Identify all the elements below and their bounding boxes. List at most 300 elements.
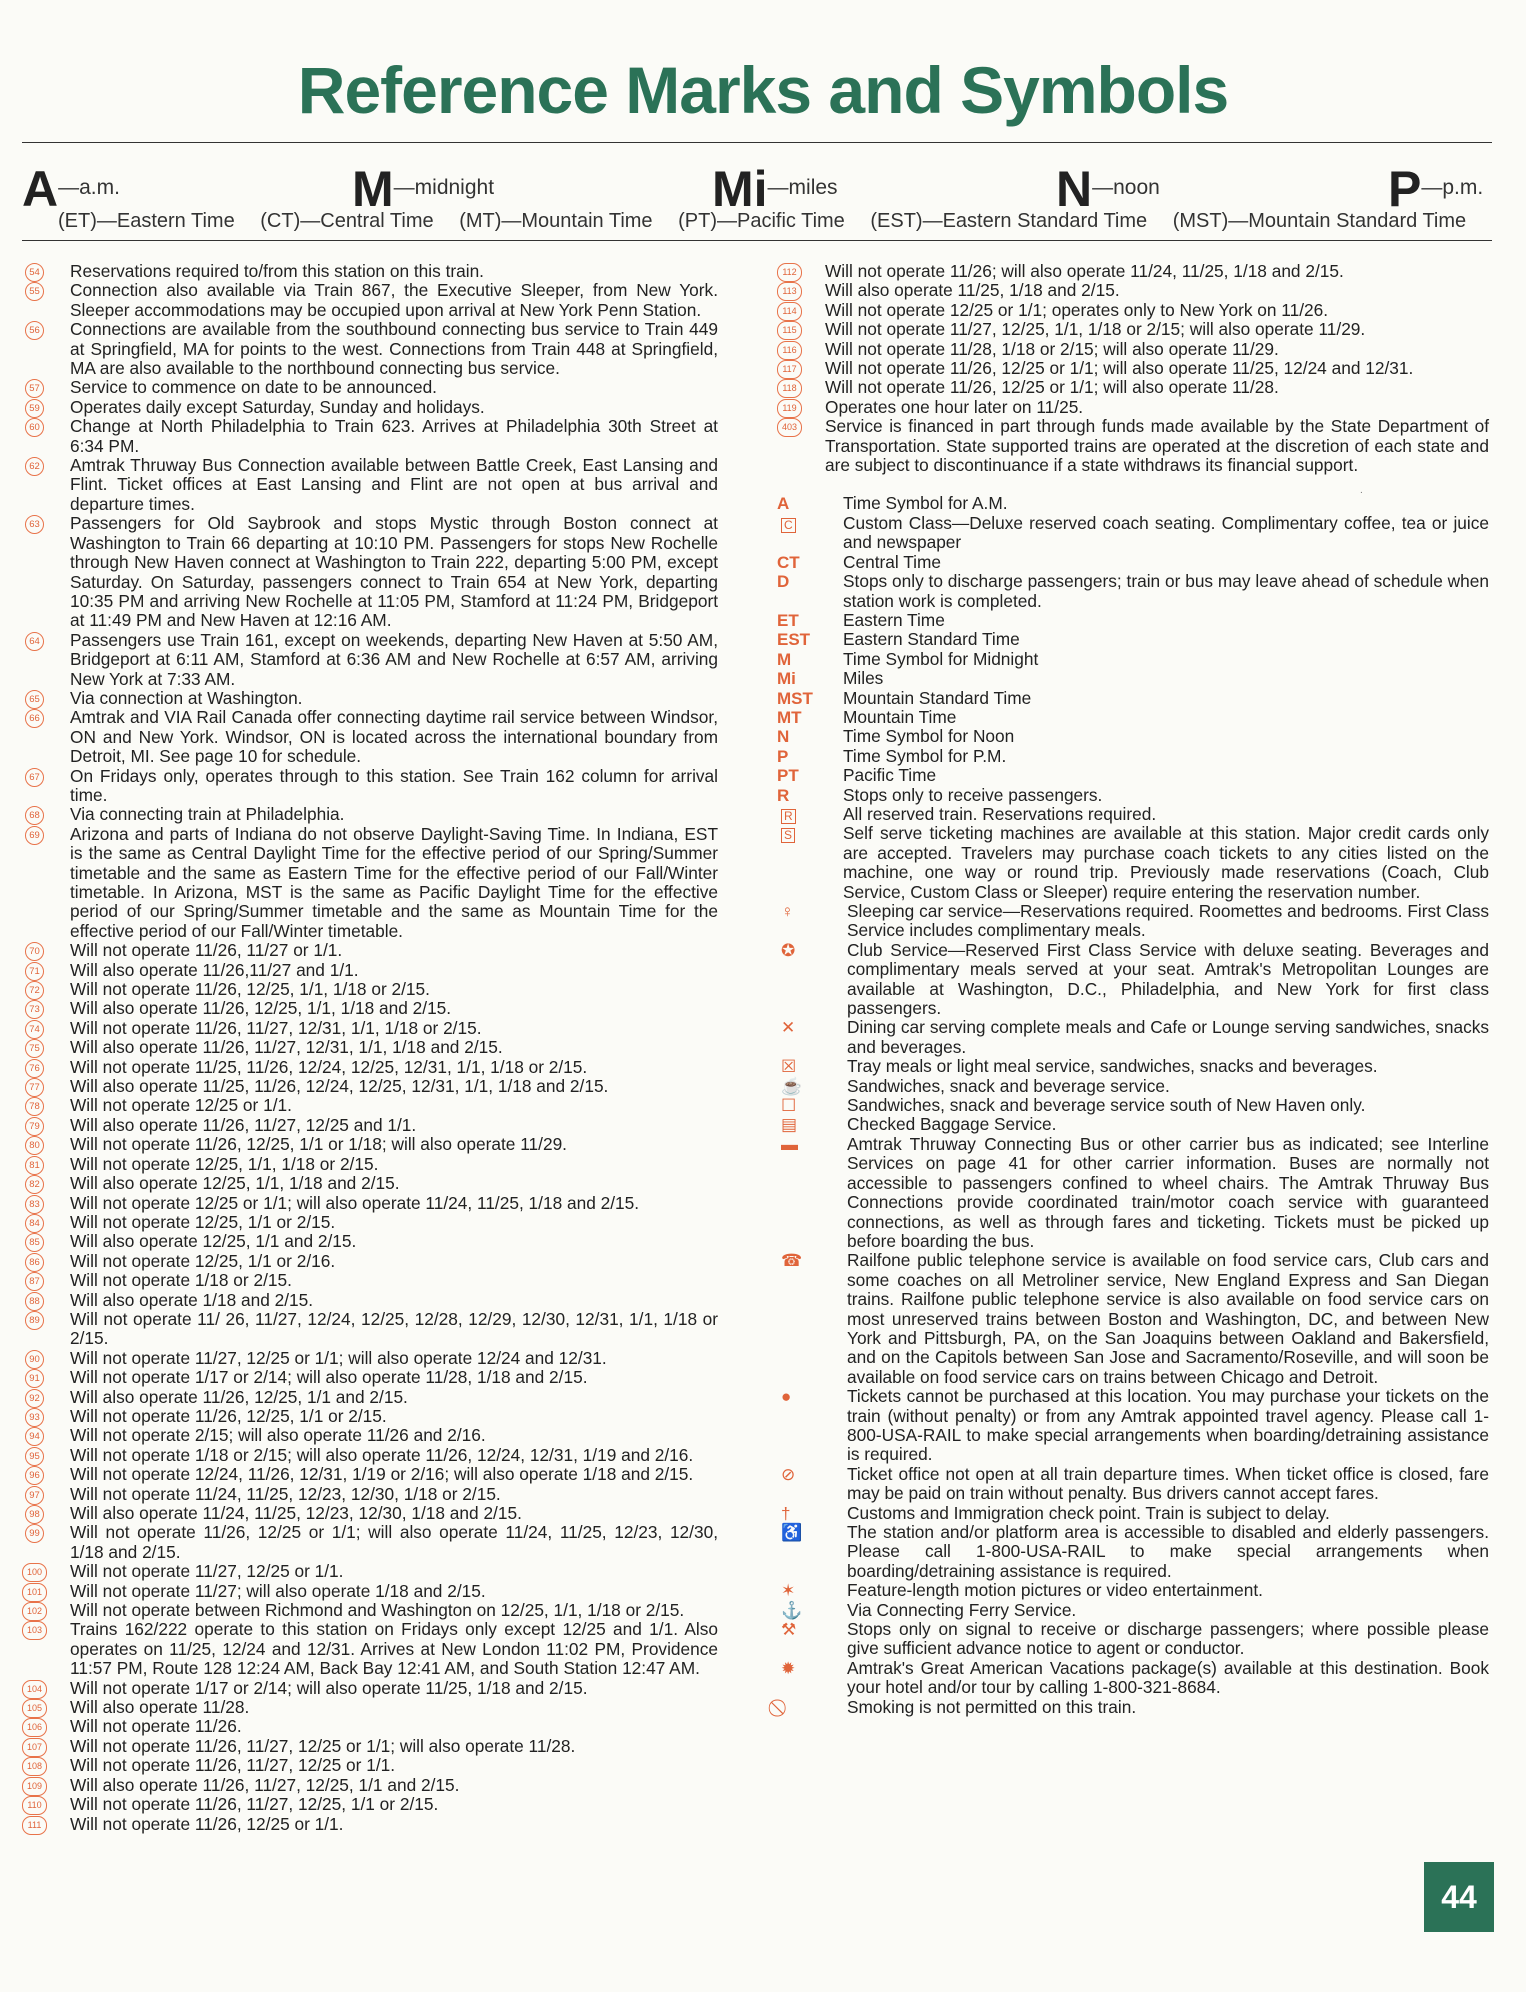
reference-note bbox=[22, 262, 718, 281]
note-text: Will also operate 11/24, 11/25, 12/23, 12/30, 1/18 and 2/15. bbox=[70, 1503, 522, 1523]
boxed-symbol-letter: R bbox=[781, 809, 796, 824]
reference-note bbox=[777, 262, 1489, 281]
symbol-description: Time Symbol for P.M. bbox=[843, 745, 1007, 766]
note-text: Will also operate 11/25, 11/26, 12/24, 12/25, 12/31, 1/1, 1/18 and 2/15. bbox=[70, 1076, 609, 1097]
note-text: Will not operate 11/26, 11/27, 12/25, 1/1 or 2/15. bbox=[70, 1794, 439, 1815]
note-text: Amtrak and VIA Rail Canada offer connecting daytime rail service between Windsor, ON and New York. Windsor, ON is located across the international boundary from Detroit, MI. See page 10 for schedule. bbox=[70, 707, 718, 767]
circled-number-icon: 93 bbox=[25, 1408, 44, 1427]
symbol-entry bbox=[777, 902, 1489, 941]
note-text: Passengers for Old Saybrook and stops Mystic through Boston connect at Washington to Train 66 departing at 10:10 PM. Passengers for stops New Rochelle through New Haven connect at Washington to Train 222, departing 5:00 PM, except Saturday. On Saturday, passengers connect to Train 654 at New York, departing 10:35 PM and arriving New Rochelle at 11:05 PM, Stamford at 11:24 PM, Bridgeport at 11:49 PM and New Haven at 12:16 AM. bbox=[70, 513, 718, 631]
top-divider bbox=[22, 142, 1492, 143]
symbol-description: Time Symbol for Noon bbox=[843, 726, 1015, 747]
no-office-icon: ⊘ bbox=[781, 1464, 796, 1484]
circled-number-icon: 101 bbox=[22, 1583, 47, 1602]
tz-central: (CT)—Central Time bbox=[260, 210, 434, 232]
symbol-entry bbox=[777, 669, 1489, 688]
abbr-miles: Mi—miles bbox=[712, 161, 838, 217]
reference-note bbox=[22, 320, 718, 378]
symbol-description: All reserved train. Reservations required. bbox=[843, 803, 1157, 824]
note-text: Will not operate 11/26; will also operate 11/24, 11/25, 1/18 and 2/15. bbox=[825, 261, 1344, 281]
note-text: Arizona and parts of Indiana do not observe Daylight-Saving Time. In Indiana, EST is the same as Central Daylight Time for the effective period of our Spring/Summer timetable and the same as Eastern Time for the effective period of our Fall/Winter timetable. In Arizona, MST is the same as Pacific Daylight Time for the effective period of our Spring/Summer timetable and the same as Mountain Time for the effective period of our Fall/Winter timetable. bbox=[70, 823, 718, 941]
reference-note bbox=[22, 456, 718, 514]
symbol-description: Stops only to receive passengers. bbox=[843, 784, 1103, 805]
reference-note bbox=[22, 805, 718, 824]
symbol-description: Mountain Standard Time bbox=[843, 687, 1032, 708]
stray-dot: . bbox=[1360, 485, 1363, 496]
circled-number-icon: 94 bbox=[25, 1427, 44, 1446]
circled-number-icon: 54 bbox=[25, 263, 44, 282]
reference-note bbox=[22, 1562, 718, 1581]
reference-note bbox=[22, 1213, 718, 1232]
note-text: Will also operate 11/26, 11/27, 12/25 and 1/1. bbox=[70, 1114, 417, 1135]
time-zone-row bbox=[58, 210, 1498, 233]
symbol-description: Tickets cannot be purchased at this location. You may purchase your tickets on the train (without penalty) or from any Amtrak appointed travel agency. Please call 1-800-USA-RAIL to make special arrangements when boarding/detraining assistance is required. bbox=[847, 1386, 1489, 1465]
reference-note bbox=[22, 999, 718, 1018]
note-text: Will not operate 11/27, 12/25 or 1/1; will also operate 12/24 and 12/31. bbox=[70, 1347, 607, 1368]
reference-note bbox=[777, 359, 1489, 378]
note-text: Will not operate 11/26, 12/25 or 1/1; will also operate 11/24, 11/25, 12/23, 12/30, 1/18 and 2/15. bbox=[70, 1522, 718, 1562]
symbol-entry bbox=[777, 824, 1489, 902]
circled-number-icon: 83 bbox=[25, 1195, 44, 1214]
abbr-pm: P—p.m. bbox=[1388, 161, 1484, 217]
symbol-entry bbox=[777, 1387, 1489, 1465]
reference-note bbox=[22, 631, 718, 689]
circled-number-icon: 106 bbox=[22, 1718, 47, 1737]
dining-icon: ✕ bbox=[781, 1018, 796, 1038]
reference-note bbox=[22, 1795, 718, 1814]
circled-number-icon: 119 bbox=[777, 399, 802, 418]
note-text: Trains 162/222 operate to this station on Fridays only except 12/25 and 1/1. Also operates on 11/25, 12/24 and 12/31. Arrives at New London 11:02 PM, Providence 11:57 PM, Route 128 12:24 AM, Back Bay 12:41 AM, and South Station 12:47 AM. bbox=[70, 1619, 718, 1679]
circled-number-icon: 88 bbox=[25, 1292, 44, 1311]
header-divider bbox=[22, 240, 1492, 241]
symbol-entry bbox=[777, 1659, 1489, 1698]
symbol-entry bbox=[777, 1018, 1489, 1057]
symbol-entry bbox=[777, 1581, 1489, 1600]
reference-note bbox=[22, 1019, 718, 1038]
circled-number-icon: 85 bbox=[25, 1233, 44, 1252]
abbr-midnight: M—midnight bbox=[352, 161, 495, 217]
reference-note bbox=[22, 980, 718, 999]
circled-number-icon: 89 bbox=[25, 1311, 44, 1330]
symbol-entry bbox=[777, 1057, 1489, 1076]
symbol-description: Stops only to discharge passengers; train or bus may leave ahead of schedule when station work is completed. bbox=[843, 571, 1489, 611]
circled-number-icon: 59 bbox=[25, 399, 44, 418]
abbr-noon: N—noon bbox=[1056, 161, 1160, 217]
circled-number-icon: 104 bbox=[22, 1680, 47, 1699]
abbr-am: A—a.m. bbox=[22, 161, 120, 217]
circled-number-icon: 69 bbox=[25, 826, 44, 845]
note-text: Change at North Philadelphia to Train 623. Arrives at Philadelphia 30th Street at 6:34 PM. bbox=[70, 416, 718, 456]
note-text: Will also operate 12/25, 1/1, 1/18 and 2/15. bbox=[70, 1173, 400, 1194]
letter-symbol: MT bbox=[777, 707, 802, 727]
tz-eastern-standard: (EST)—Eastern Standard Time bbox=[870, 210, 1148, 232]
reference-note bbox=[22, 961, 718, 980]
flag-stop-icon: ⚒ bbox=[781, 1620, 797, 1640]
letter-symbol: CT bbox=[777, 552, 800, 572]
circled-number-icon: 112 bbox=[777, 263, 802, 282]
symbol-entry bbox=[777, 1251, 1489, 1387]
circled-number-icon: 105 bbox=[22, 1699, 47, 1718]
reference-note bbox=[22, 1679, 718, 1698]
dot-icon: ● bbox=[781, 1387, 792, 1407]
note-text: Will not operate 11/28, 1/18 or 2/15; will also operate 11/29. bbox=[825, 338, 1279, 359]
cup-icon: ☕ bbox=[781, 1076, 803, 1096]
symbol-entry bbox=[777, 630, 1489, 649]
note-text: Service to commence on date to be announced. bbox=[70, 377, 437, 398]
circled-number-icon: 92 bbox=[25, 1389, 44, 1408]
symbol-entry bbox=[777, 1504, 1489, 1523]
reference-note bbox=[777, 301, 1489, 320]
reference-note bbox=[22, 1096, 718, 1115]
note-text: Via connection at Washington. bbox=[70, 687, 303, 708]
reference-note bbox=[22, 825, 718, 941]
tz-mountain-standard: (MST)—Mountain Standard Time bbox=[1172, 210, 1467, 232]
note-text: Will not operate 11/26, 12/25, 1/1 or 1/18; will also operate 11/29. bbox=[70, 1134, 567, 1155]
symbol-legend bbox=[777, 494, 1489, 1717]
symbol-description: Custom Class—Deluxe reserved coach seating. Complimentary coffee, tea or juice and newspaper bbox=[843, 512, 1489, 553]
circled-number-icon: 81 bbox=[25, 1156, 44, 1175]
reference-note bbox=[22, 1465, 718, 1484]
reference-note bbox=[777, 378, 1489, 397]
symbol-description: Sandwiches, snack and beverage service. bbox=[847, 1075, 1170, 1096]
reference-note bbox=[22, 1815, 718, 1834]
reference-note bbox=[22, 1601, 718, 1620]
circled-number-icon: 91 bbox=[25, 1369, 44, 1388]
circled-number-icon: 98 bbox=[25, 1505, 44, 1524]
symbol-description: Eastern Standard Time bbox=[843, 629, 1020, 650]
letter-symbol: A bbox=[777, 494, 790, 514]
note-text: Will also operate 11/28. bbox=[70, 1697, 250, 1718]
note-text: Will not operate 1/17 or 2/14; will also operate 11/25, 1/18 and 2/15. bbox=[70, 1677, 588, 1698]
symbol-description: Smoking is not permitted on this train. bbox=[847, 1696, 1137, 1717]
symbol-description: Central Time bbox=[843, 551, 941, 572]
circled-number-icon: 74 bbox=[25, 1020, 44, 1039]
note-text: Will not operate 12/25, 1/1 or 2/16. bbox=[70, 1250, 336, 1271]
reference-note bbox=[22, 1271, 718, 1290]
symbol-description: Customs and Immigration check point. Train is subject to delay. bbox=[847, 1502, 1330, 1523]
reference-note bbox=[22, 1174, 718, 1193]
note-text: Will also operate 11/25, 1/18 and 2/15. bbox=[825, 280, 1120, 301]
note-text: Service is financed in part through funds made available by the State Department of Transportation. State supported trains are operated at the discretion of each state and are subject to discontinuance if a state withdraws its financial support. bbox=[825, 416, 1489, 476]
right-notes-column bbox=[777, 262, 1489, 1717]
note-text: Connection also available via Train 867, the Executive Sleeper, from New York. Sleeper accommodations may be occupied upon arrival at New York Penn Station. bbox=[70, 280, 718, 320]
note-text: Will also operate 11/26, 12/25, 1/1 and 2/15. bbox=[70, 1386, 408, 1407]
letter-symbol: ET bbox=[777, 610, 799, 630]
symbol-description: Eastern Time bbox=[843, 609, 945, 630]
circled-number-icon: 78 bbox=[25, 1097, 44, 1116]
tz-mountain: (MT)—Mountain Time bbox=[459, 210, 653, 232]
note-text: Will not operate 12/25 or 1/1; will also operate 11/24, 11/25, 1/18 and 2/15. bbox=[70, 1192, 640, 1213]
reference-note bbox=[22, 1388, 718, 1407]
reference-note bbox=[22, 1349, 718, 1368]
symbol-description: Via Connecting Ferry Service. bbox=[847, 1599, 1077, 1620]
symbol-entry bbox=[777, 611, 1489, 630]
reference-note bbox=[22, 1291, 718, 1310]
circled-number-icon: 64 bbox=[25, 632, 44, 651]
note-text: Will also operate 11/26,11/27 and 1/1. bbox=[70, 959, 359, 980]
symbol-description: Feature-length motion pictures or video entertainment. bbox=[847, 1580, 1263, 1601]
circled-number-icon: 67 bbox=[25, 768, 44, 787]
reference-note bbox=[22, 1058, 718, 1077]
tray-icon: ☒ bbox=[781, 1057, 797, 1077]
note-text: Will not operate 11/26, 12/25, 1/1 or 2/15. bbox=[70, 1405, 387, 1426]
symbol-entry bbox=[777, 766, 1489, 785]
tz-pacific: (PT)—Pacific Time bbox=[678, 210, 845, 232]
symbol-description: Pacific Time bbox=[843, 765, 937, 786]
circled-number-icon: 116 bbox=[777, 341, 802, 360]
symbol-entry bbox=[777, 1096, 1489, 1115]
symbol-description: Sandwiches, snack and beverage service south of New Haven only. bbox=[847, 1095, 1366, 1116]
symbol-entry bbox=[777, 494, 1489, 513]
note-text: Will not operate 11/26, 12/25 or 1/1; will also operate 11/28. bbox=[825, 377, 1279, 398]
reference-note bbox=[22, 1523, 718, 1562]
note-text: Via connecting train at Philadelphia. bbox=[70, 804, 345, 825]
symbol-description: Sleeping car service—Reservations required. Roomettes and bedrooms. First Class Service includes complimentary meals. bbox=[847, 901, 1489, 941]
circled-number-icon: 109 bbox=[22, 1777, 47, 1796]
note-text: Will not operate 2/15; will also operate 11/26 and 2/16. bbox=[70, 1425, 486, 1446]
letter-symbol: MST bbox=[777, 688, 813, 708]
symbol-description: Self serve ticketing machines are available at this station. Major credit cards only are accepted. Travelers may purchase coach tickets to any cities listed on the machine, one way or round trip. Previously made reservations (Coach, Club Service, Custom Class or Sleeper) require entering the reservation number. bbox=[843, 823, 1489, 902]
note-text: Will also operate 11/26, 11/27, 12/31, 1/1, 1/18 and 2/15. bbox=[70, 1037, 503, 1058]
tz-eastern: (ET)—Eastern Time bbox=[58, 210, 235, 232]
letter-symbol: PT bbox=[777, 766, 799, 786]
letter-symbol: M bbox=[777, 649, 792, 669]
customs-icon: † bbox=[781, 1503, 791, 1523]
boxed-symbol-letter: S bbox=[781, 828, 795, 843]
letter-symbol: EST bbox=[777, 630, 811, 650]
boxed-symbol-icon bbox=[777, 824, 823, 843]
symbol-description: Club Service—Reserved First Class Service with deluxe seating. Beverages and complimentary meals served at your seat. Amtrak's Metropolitan Lounges are available at Washington, D.C., Philadelphia, and New York for first class passengers. bbox=[847, 939, 1489, 1019]
ferry-icon: ⚓ bbox=[781, 1600, 803, 1620]
note-text: Will also operate 12/25, 1/1 and 2/15. bbox=[70, 1231, 357, 1252]
symbol-entry bbox=[777, 941, 1489, 1019]
reference-note bbox=[22, 1446, 718, 1465]
circled-number-icon: 82 bbox=[25, 1175, 44, 1194]
circled-number-icon: 96 bbox=[25, 1466, 44, 1485]
note-text: Will not operate 12/25 or 1/1. bbox=[70, 1095, 292, 1116]
circled-number-icon: 65 bbox=[25, 690, 44, 709]
cup-box-icon: ☐ bbox=[781, 1096, 797, 1116]
note-text: Will not operate 11/27; will also operate 1/18 and 2/15. bbox=[70, 1580, 486, 1601]
reference-note bbox=[22, 281, 718, 320]
circled-number-icon: 100 bbox=[22, 1563, 47, 1582]
note-text: Will not operate 12/25, 1/1 or 2/15. bbox=[70, 1211, 336, 1232]
reference-note bbox=[22, 1135, 718, 1154]
circled-number-icon: 55 bbox=[25, 282, 44, 301]
circled-number-icon: 84 bbox=[25, 1214, 44, 1233]
symbol-entry bbox=[777, 786, 1489, 805]
reference-note bbox=[22, 767, 718, 806]
note-text: Will not operate 12/24, 11/26, 12/31, 1/19 or 2/16; will also operate 1/18 and 2/15. bbox=[70, 1464, 694, 1485]
note-text: Will also operate 11/26, 12/25, 1/1, 1/18 and 2/15. bbox=[70, 998, 452, 1019]
circled-number-icon: 60 bbox=[25, 418, 44, 437]
note-text: Will not operate 11/27, 12/25, 1/1, 1/18 or 2/15; will also operate 11/29. bbox=[825, 319, 1366, 340]
reference-note bbox=[22, 417, 718, 456]
symbol-entry bbox=[777, 553, 1489, 572]
accessible-icon: ♿ bbox=[781, 1523, 803, 1542]
right-reference-notes bbox=[777, 262, 1489, 475]
circled-number-icon: 72 bbox=[25, 981, 44, 1000]
symbol-description: Mountain Time bbox=[843, 706, 957, 727]
symbol-entry bbox=[777, 1077, 1489, 1096]
note-text: Will not operate 1/18 or 2/15. bbox=[70, 1270, 292, 1291]
note-text: Connections are available from the southbound connecting bus service to Train 449 at Springfield, MA for points to the west. Connections from Train 448 at Springfield, MA are also available to the northbound connecting bus service. bbox=[70, 319, 718, 379]
circled-number-icon: 115 bbox=[777, 321, 802, 340]
circled-number-icon: 102 bbox=[22, 1602, 47, 1621]
symbol-entry bbox=[777, 650, 1489, 669]
page-number-badge: 44 bbox=[1424, 1862, 1494, 1932]
symbol-entry bbox=[777, 727, 1489, 746]
reference-note bbox=[22, 1698, 718, 1717]
note-text: Will not operate 12/25 or 1/1; operates only to New York on 11/26. bbox=[825, 299, 1329, 320]
left-notes-column bbox=[22, 262, 718, 1834]
circled-number-icon: 80 bbox=[25, 1136, 44, 1155]
reference-note bbox=[22, 1737, 718, 1756]
symbol-description: Railfone public telephone service is available on food service cars, Club cars and some coaches on all Metroliner service, New England Express and San Diegan trains. Railfone public telephone service is also available on food service cars on most unreserved trains between Boston and Washington, DC, and between New York and Pittsburgh, PA, on the San Joaquins between Oakland and Bakersfield, and on the Capitols between San Jose and Sacramento/Roseville, and will soon be available on food service cars on trains between Chicago and Detroit. bbox=[847, 1250, 1489, 1387]
symbol-description: Time Symbol for Midnight bbox=[843, 648, 1039, 669]
circled-number-icon: 63 bbox=[25, 515, 44, 534]
reference-note bbox=[22, 1485, 718, 1504]
symbol-entry bbox=[777, 1620, 1489, 1659]
letter-symbol: N bbox=[777, 727, 790, 747]
boxed-symbol-letter: C bbox=[781, 518, 796, 533]
reference-note bbox=[777, 340, 1489, 359]
note-text: On Fridays only, operates through to this station. See Train 162 column for arrival time. bbox=[70, 765, 718, 805]
page-title: Reference Marks and Symbols bbox=[297, 53, 1229, 127]
circled-number-icon: 97 bbox=[25, 1486, 44, 1505]
note-text: Will not operate 1/18 or 2/15; will also operate 11/26, 12/24, 12/31, 1/19 and 2/16. bbox=[70, 1444, 694, 1465]
symbol-entry bbox=[777, 805, 1489, 824]
symbol-entry bbox=[777, 514, 1489, 553]
movie-icon: ✶ bbox=[781, 1581, 796, 1601]
reference-note bbox=[22, 1038, 718, 1057]
baggage-icon: ▤ bbox=[781, 1115, 798, 1135]
circled-number-icon: 57 bbox=[25, 379, 44, 398]
note-text: Will not operate 11/26, 12/25 or 1/1; will also operate 11/25, 12/24 and 12/31. bbox=[825, 358, 1414, 379]
reference-note bbox=[22, 378, 718, 397]
circled-number-icon: 108 bbox=[22, 1757, 47, 1776]
circled-number-icon: 118 bbox=[777, 379, 802, 398]
reference-note bbox=[22, 398, 718, 417]
circled-number-icon: 62 bbox=[25, 457, 44, 476]
circled-number-icon: 86 bbox=[25, 1253, 44, 1272]
symbol-entry bbox=[777, 1601, 1489, 1620]
note-text: Operates daily except Saturday, Sunday and holidays. bbox=[70, 396, 485, 417]
circled-number-icon: 68 bbox=[25, 806, 44, 825]
symbol-description: Amtrak's Great American Vacations package(s) available at this destination. Book your hotel and/or tour by calling 1-800-321-8684. bbox=[847, 1657, 1489, 1698]
symbol-description: Ticket office not open at all train departure times. When ticket office is closed, fare may be paid on train without penalty. Bus drivers cannot accept fares. bbox=[847, 1463, 1489, 1504]
symbol-entry bbox=[777, 1135, 1489, 1251]
letter-symbol: D bbox=[777, 572, 790, 592]
note-text: Will also operate 11/26, 11/27, 12/25, 1/1 and 2/15. bbox=[70, 1774, 460, 1795]
reference-note bbox=[22, 1232, 718, 1251]
note-text: Will not operate 11/25, 11/26, 12/24, 12/25, 12/31, 1/1, 1/18 or 2/15. bbox=[70, 1056, 588, 1077]
circled-number-icon: 95 bbox=[25, 1447, 44, 1466]
symbol-description: Tray meals or light meal service, sandwiches, snacks and beverages. bbox=[847, 1056, 1378, 1077]
circled-number-icon: 56 bbox=[25, 321, 44, 340]
circled-number-icon: 117 bbox=[777, 360, 802, 379]
circled-number-icon: 75 bbox=[25, 1039, 44, 1058]
circled-number-icon: 71 bbox=[25, 962, 44, 981]
reference-note bbox=[22, 708, 718, 766]
note-text: Will not operate 11/26, 12/25 or 1/1. bbox=[70, 1813, 344, 1834]
reference-note bbox=[22, 1717, 718, 1736]
circled-number-icon: 87 bbox=[25, 1272, 44, 1291]
circled-number-icon: 103 bbox=[22, 1621, 47, 1640]
letter-symbol: R bbox=[777, 785, 790, 805]
reference-note bbox=[22, 1368, 718, 1387]
circled-number-icon: 70 bbox=[25, 942, 44, 961]
circled-number-icon: 114 bbox=[777, 302, 802, 321]
circled-number-icon: 107 bbox=[22, 1738, 47, 1757]
symbol-entry bbox=[777, 1523, 1489, 1581]
symbol-description: The station and/or platform area is accessible to disabled and elderly passengers. Please call 1-800-USA-RAIL to make special arrangements when boarding/detraining assistance is required. bbox=[847, 1522, 1489, 1581]
symbol-entry bbox=[777, 689, 1489, 708]
note-text: Will not operate 11/26, 11/27 or 1/1. bbox=[70, 940, 343, 961]
note-text: Will not operate 11/27, 12/25 or 1/1. bbox=[70, 1561, 344, 1582]
symbol-entry bbox=[777, 1698, 1489, 1717]
reference-note bbox=[22, 1116, 718, 1135]
reference-note bbox=[22, 1776, 718, 1795]
phone-icon: ☎ bbox=[781, 1251, 803, 1271]
reference-note bbox=[22, 1426, 718, 1445]
symbol-entry bbox=[777, 572, 1489, 611]
symbol-description: Checked Baggage Service. bbox=[847, 1114, 1057, 1135]
symbol-entry bbox=[777, 708, 1489, 727]
circled-number-icon: 113 bbox=[777, 282, 802, 301]
symbol-entry bbox=[777, 1115, 1489, 1134]
reference-note bbox=[22, 1756, 718, 1775]
club-icon: ✪ bbox=[781, 940, 796, 960]
reference-note bbox=[22, 1407, 718, 1426]
reference-note bbox=[777, 281, 1489, 300]
reference-note bbox=[22, 941, 718, 960]
reference-note bbox=[22, 1582, 718, 1601]
reference-note bbox=[22, 689, 718, 708]
letter-symbol: Mi bbox=[777, 669, 796, 689]
symbol-description: Miles bbox=[843, 668, 884, 689]
note-text: Will not operate 11/26, 11/27, 12/25 or 1/1. bbox=[70, 1755, 396, 1776]
boxed-symbol-icon bbox=[777, 514, 823, 533]
note-text: Will not operate 11/ 26, 11/27, 12/24, 12/25, 12/28, 12/29, 12/30, 12/31, 1/1, 1/18 or 2/15. bbox=[70, 1308, 718, 1349]
circled-number-icon: 73 bbox=[25, 1000, 44, 1019]
note-text: Amtrak Thruway Bus Connection available between Battle Creek, East Lansing and Flint. Ticket offices at East Lansing and Flint are not open at bus arrival and departure times. bbox=[70, 455, 718, 514]
reference-note bbox=[22, 1310, 718, 1349]
circled-number-icon: 110 bbox=[22, 1796, 47, 1815]
vacation-icon: ✹ bbox=[781, 1658, 796, 1678]
circled-number-icon: 76 bbox=[25, 1059, 44, 1078]
note-text: Will not operate between Richmond and Washington on 12/25, 1/1, 1/18 or 2/15. bbox=[70, 1600, 685, 1621]
reference-note bbox=[22, 1252, 718, 1271]
bed-icon: ♀ bbox=[781, 902, 794, 921]
boxed-symbol-icon bbox=[777, 805, 823, 824]
reference-note bbox=[22, 1504, 718, 1523]
abbreviation-row bbox=[22, 160, 1492, 217]
reference-note bbox=[777, 417, 1489, 475]
reference-note bbox=[777, 320, 1489, 339]
note-text: Passengers use Train 161, except on weekends, departing New Haven at 5:50 AM, Bridgeport at 6:11 AM, Stamford at 6:36 AM and New Rochelle at 6:57 AM, arriving New York at 7:33 AM. bbox=[70, 629, 718, 689]
circled-number-icon: 77 bbox=[25, 1078, 44, 1097]
note-text: Reservations required to/from this station on this train. bbox=[70, 261, 484, 281]
symbol-description: Time Symbol for A.M. bbox=[843, 493, 1008, 514]
note-text: Will not operate 1/17 or 2/14; will also operate 11/28, 1/18 and 2/15. bbox=[70, 1367, 588, 1388]
circled-number-icon: 90 bbox=[25, 1350, 44, 1369]
symbol-description: Amtrak Thruway Connecting Bus or other carrier bus as indicated; see Interline Services on page 41 for other carrier information. Buses are normally not accessible to passengers confined to wheel chairs. The Amtrak Thruway Bus Connections provide coordinated train/motor coach service with guaranteed connections, as well as through fares and ticketing. Tickets must be picked up before boarding the bus. bbox=[847, 1133, 1489, 1251]
symbol-entry bbox=[777, 1465, 1489, 1504]
note-text: Will not operate 12/25, 1/1, 1/18 or 2/15. bbox=[70, 1153, 379, 1174]
circled-number-icon: 403 bbox=[777, 418, 802, 437]
letter-symbol: P bbox=[777, 746, 789, 766]
